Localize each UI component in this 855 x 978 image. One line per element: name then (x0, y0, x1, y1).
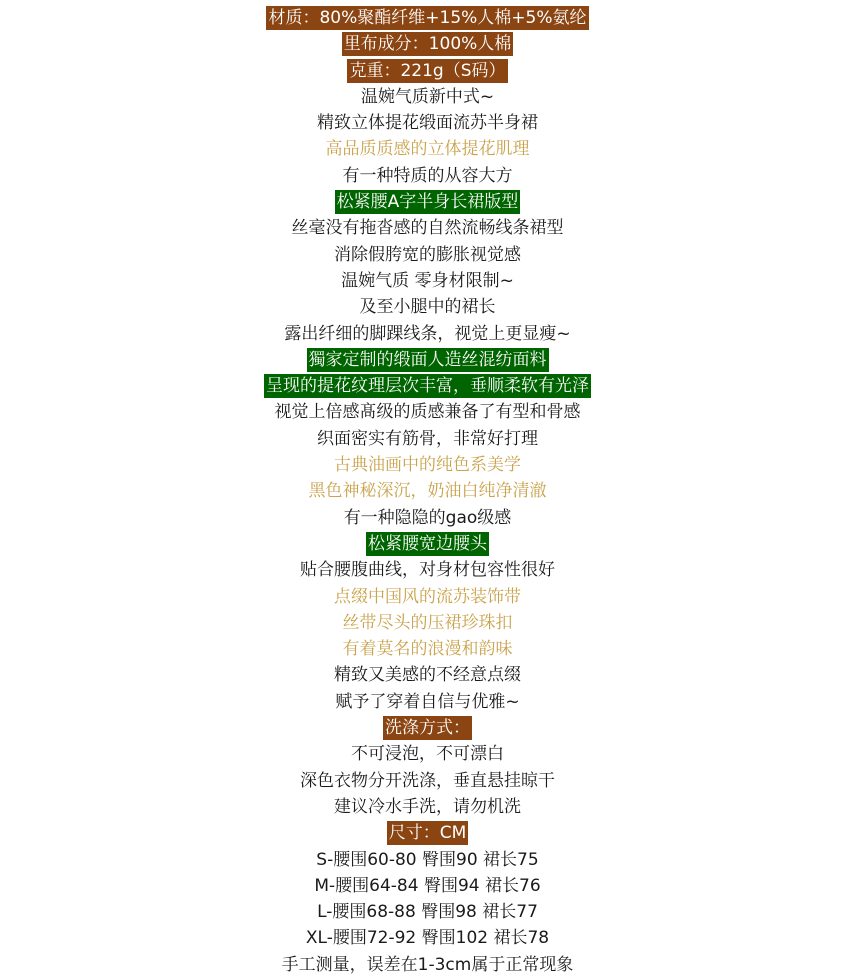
text-line (347, 58, 507, 84)
text-line (366, 531, 489, 557)
text-line-label: 有一种隐隐的gao级感 (343, 507, 512, 528)
text-line (359, 84, 496, 110)
text-line (332, 452, 523, 478)
text-line-label: 黑色神秘深沉，奶油白纯净清澈 (308, 481, 547, 502)
text-line-label: S-腰围60-80 臀围90 裙长75 (316, 849, 539, 870)
text-line (298, 768, 557, 794)
text-line-label: 建议冷水手洗，请勿机洗 (334, 796, 521, 817)
text-line-label: XL-腰围72-92 臀围102 裙长78 (305, 928, 550, 949)
text-line (342, 505, 514, 531)
text-line-label: 獨家定制的缎面人造丝混纺面料 (308, 349, 547, 370)
text-line (315, 899, 540, 925)
text-line (332, 242, 523, 268)
text-line-label: 赋予了穿着自信与优雅~ (335, 691, 520, 712)
text-line-label: 温婉气质新中式~ (360, 86, 495, 107)
text-line-label: 材质：80%聚酯纤维+15%人棉+5%氨纶 (268, 8, 587, 28)
text-line (333, 689, 521, 715)
text-line-label: 精致立体提花缎面流苏半身裙 (317, 113, 538, 134)
text-line-label: 古典油画中的纯色系美学 (334, 455, 521, 476)
text-line-label: 露出纤细的脚踝线条，视觉上更显瘦~ (284, 323, 571, 344)
text-line-label: 视觉上倍感髙级的质感兼备了有型和骨感 (274, 402, 581, 423)
text-line (282, 321, 572, 347)
text-line-label: M-腰围64-84 臀围94 裙长76 (314, 875, 541, 896)
text-line (341, 163, 515, 189)
text-line (383, 715, 472, 741)
text-line-label: 尺寸：CM (388, 823, 467, 844)
text-line (314, 847, 540, 873)
text-line-label: 温婉气质 零身材限制~ (341, 270, 514, 291)
text-line (266, 5, 588, 31)
text-line-label: 消除假胯宽的膨胀视觉感 (334, 244, 521, 265)
text-line (332, 584, 523, 610)
text-line-label: 呈现的提花纹理层次丰富，垂顺柔软有光泽 (266, 376, 589, 397)
text-line (307, 347, 549, 373)
text-line (341, 636, 515, 662)
text-line (307, 478, 549, 504)
text-line (332, 662, 523, 688)
text-line-label: 克重：221g（S码） (349, 60, 506, 81)
text-line-label: 精致又美感的不经意点缀 (334, 665, 521, 686)
text-line (315, 426, 540, 452)
text-line-label: 手工测量，误差在1-3cm属于正常现象 (281, 954, 574, 975)
text-line-label: 不可浸泡，不可漂白 (351, 744, 504, 765)
text-line-label: 高品质质感的立体提花肌理 (325, 139, 530, 160)
text-line (312, 873, 542, 899)
text-line (324, 136, 532, 162)
text-line-label: L-腰围68-88 臀围98 裙长77 (317, 902, 538, 923)
text-line-label: 点缀中国风的流苏装饰带 (334, 586, 521, 607)
text-line (332, 794, 523, 820)
text-line-label: 贴合腰腹曲线，对身材包容性很好 (300, 560, 555, 581)
text-line (273, 399, 583, 425)
text-line (349, 741, 506, 767)
text-line-label: 有一种特质的从容大方 (342, 165, 513, 186)
text-line (298, 557, 557, 583)
text-line (358, 294, 498, 320)
text-line-label: 松紧腰A字半身长裙版型 (336, 192, 519, 213)
text-line-label: 松紧腰宽边腰头 (368, 533, 487, 554)
text-line-label: 丝毫没有拖沓感的自然流畅线条裙型 (291, 218, 564, 239)
text-line (387, 820, 469, 846)
text-line-label: 丝带尽头的压裙珍珠扣 (342, 612, 513, 633)
text-line (280, 952, 576, 978)
text-line-label: 洗涤方式： (385, 718, 470, 739)
text-line-label: 有着莫名的浪漫和韵味 (342, 639, 513, 660)
text-line-label: 织面密实有筋骨，非常好打理 (317, 428, 538, 449)
text-line (335, 189, 521, 215)
text-line-label: 及至小腿中的裙长 (359, 297, 496, 318)
text-line (342, 31, 514, 57)
text-line (339, 268, 516, 294)
text-line-label: 深色衣物分开洗涤，垂直悬挂晾干 (300, 770, 555, 791)
text-line (304, 925, 551, 951)
text-line-label: 里布成分：100%人棉 (343, 34, 512, 55)
text-line (315, 110, 540, 136)
text-line (290, 215, 566, 241)
text-line (341, 610, 515, 636)
text-line (264, 373, 591, 399)
